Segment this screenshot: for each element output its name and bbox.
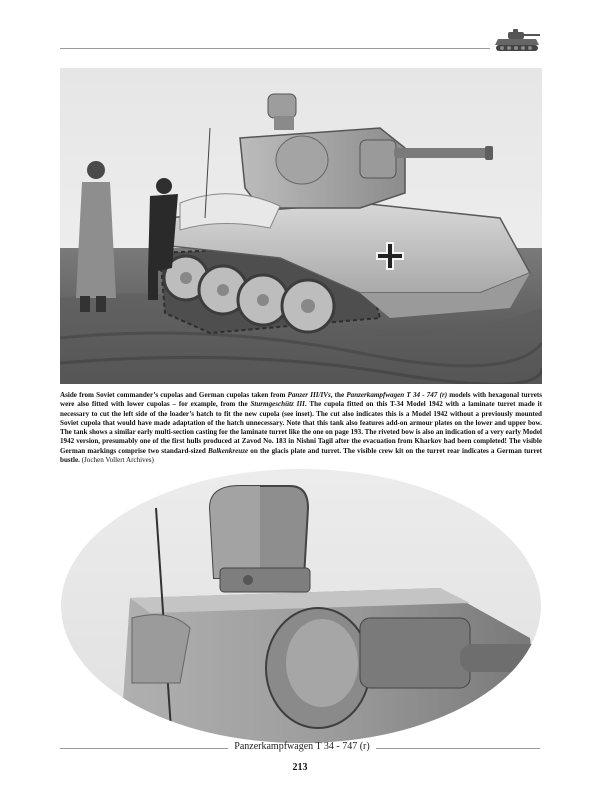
- caption-italic-term: Panzer III/IVs: [287, 391, 331, 399]
- caption-text: on the glacis plate and turret. The visible crew kit on the turret rear indicates a German turret bustle.: [60, 446, 542, 465]
- caption-text: , the: [330, 391, 347, 399]
- soldier-figure: [76, 161, 116, 312]
- page-number: 213: [292, 762, 308, 773]
- photo-caption: [60, 391, 542, 465]
- caption-text: . The cupola fitted on this T-34 Model 1942 with a laminate turret made it necessary to cut the left side of the loader’s hatch to fit the new cupola (see inset). The cut also indicates this is a Model 1942 without a previously mounted Soviet cupola that would have made adaptation of the hatch unnecessary. Note that this tank also features add-on armour plates on the lower and upper bow. The tank shows a similar early multi-section casting for the laminate turret like the one on page 193. The riveted bow is also an indication of a very early Model 1942 version, presumably one of the first hulls produced at Zavod No. 183 in Nishni Tagil after the evacuation from Kharkov had been completed! The visible German markings comprise two standard-sized: [60, 400, 542, 455]
- caption-text: models with hexagonal turrets were also fitted with lower cupolas – for example, from the: [60, 391, 542, 409]
- photo-credit: (Jochen Vollert Archives): [81, 456, 154, 465]
- header-rule: [60, 48, 490, 49]
- caption-italic-term: Sturmgeschütz III: [250, 400, 305, 409]
- footer-rule-left: [60, 748, 228, 749]
- footer-rule-right: [376, 748, 540, 749]
- caption-italic-term: Balkenkreuze: [207, 446, 249, 455]
- tank-photograph: [60, 68, 542, 384]
- running-title: Panzerkampfwagen T 34 - 747 (r): [234, 741, 370, 752]
- caption-text: Aside from Soviet commander’s cupolas and German cupolas taken from: [60, 391, 288, 399]
- turret-closeup-photograph: [60, 468, 542, 744]
- tank-silhouette-icon: [492, 26, 542, 54]
- caption-italic-term: Panzerkampfwagen T 34 - 747 (r): [346, 391, 448, 399]
